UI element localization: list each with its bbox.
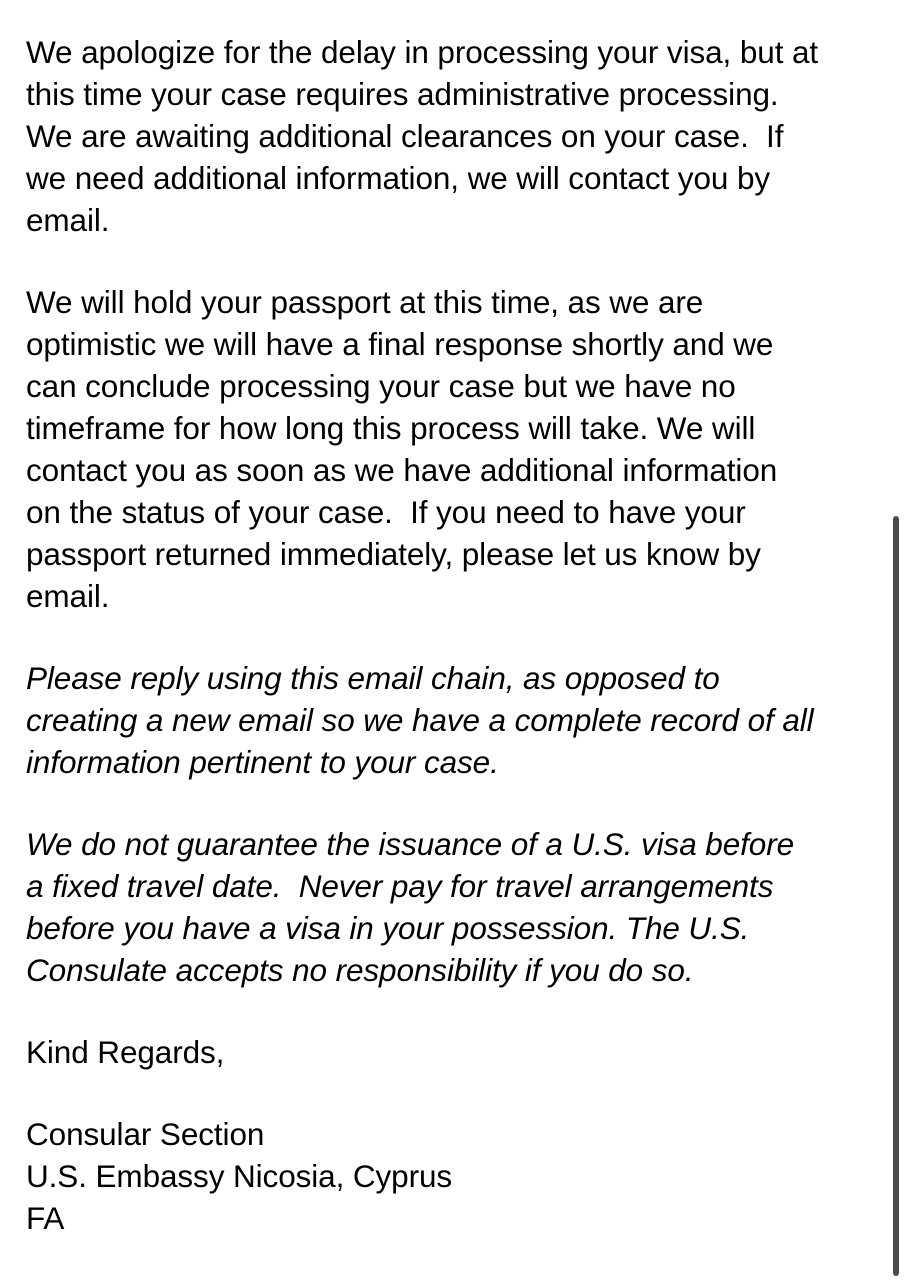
email-body — [26, 31, 888, 1239]
text-line: We apologize for the delay in processing your visa, but at — [26, 34, 819, 70]
paragraph-gap — [26, 617, 888, 657]
text-line: passport returned immediately, please let us know by — [26, 536, 761, 572]
signature-line: FA — [26, 1200, 65, 1236]
text-line: We are awaiting additional clearances on your case. If — [26, 118, 784, 154]
text-line: Consulate accepts no responsibility if you do so. — [26, 952, 694, 988]
text-line: on the status of your case. If you need to have your — [26, 494, 746, 530]
paragraph-passport-hold — [26, 281, 888, 617]
signature-block — [26, 1113, 888, 1239]
text-line: can conclude processing your case but we have no — [26, 368, 736, 404]
text-line: we need additional information, we will contact you by — [26, 160, 771, 196]
paragraph-gap — [26, 783, 888, 823]
paragraph-gap — [26, 1073, 888, 1113]
paragraph-delay-notice — [26, 31, 888, 241]
text-line: information pertinent to your case. — [26, 744, 499, 780]
paragraph-gap — [26, 241, 888, 281]
text-line: timeframe for how long this process will take. We will — [26, 410, 756, 446]
closing: Kind Regards, — [26, 1034, 225, 1070]
paragraph-gap — [26, 991, 888, 1031]
text-line: contact you as soon as we have additional information — [26, 452, 778, 488]
text-line: We do not guarantee the issuance of a U.S. visa before — [26, 826, 794, 862]
scrollbar-thumb[interactable] — [893, 516, 899, 1276]
text-line: email. — [26, 202, 110, 238]
text-line: this time your case requires administrative processing. — [26, 76, 779, 112]
text-line: optimistic we will have a final response shortly and we — [26, 326, 774, 362]
paragraph-disclaimer — [26, 823, 888, 991]
text-line: a fixed travel date. Never pay for travel arrangements — [26, 868, 774, 904]
text-line: creating a new email so we have a complete record of all — [26, 702, 814, 738]
signature-line: Consular Section — [26, 1116, 265, 1152]
signature-line: U.S. Embassy Nicosia, Cyprus — [26, 1158, 453, 1194]
text-line: We will hold your passport at this time, as we are — [26, 284, 704, 320]
paragraph-reply-instructions — [26, 657, 888, 783]
text-line: Please reply using this email chain, as opposed to — [26, 660, 720, 696]
text-line: before you have a visa in your possession. The U.S. — [26, 910, 750, 946]
text-line: email. — [26, 578, 110, 614]
